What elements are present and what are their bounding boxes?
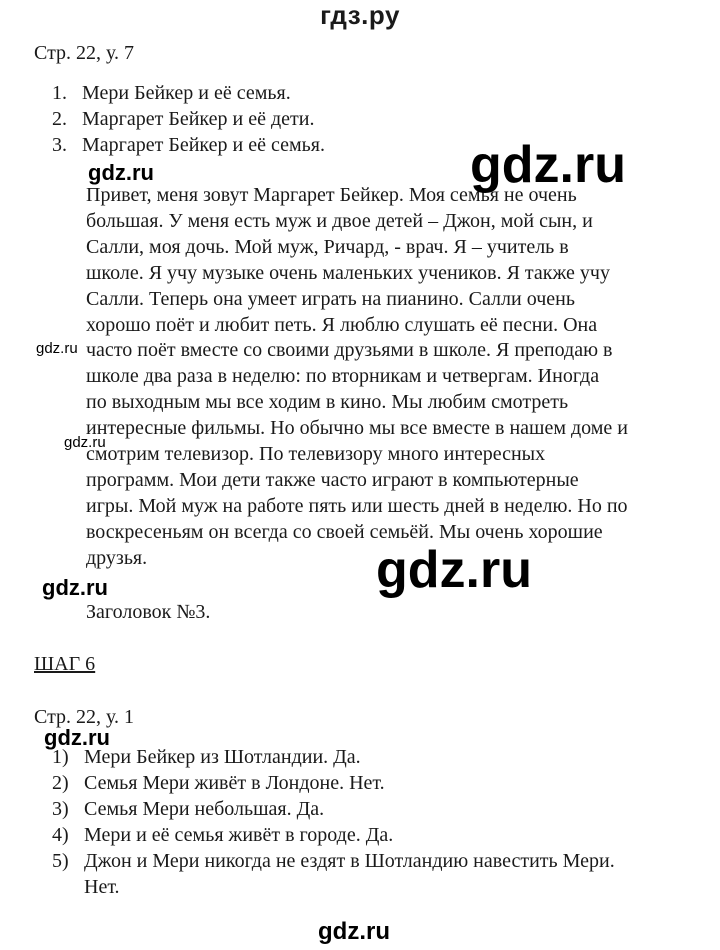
list-item-number: 2.	[52, 108, 67, 130]
paragraph-line: друзья.	[86, 546, 148, 569]
list-item	[52, 796, 615, 822]
list-item-text: Маргарет Бейкер и её семья.	[82, 134, 325, 156]
paragraph-line: смотрим телевизор. По телевизору много интересных	[86, 443, 546, 466]
watermark: gdz.ru	[64, 434, 106, 451]
list-item-number: 3)	[52, 798, 69, 820]
section2-list	[52, 744, 615, 900]
watermark: gdz.ru	[36, 340, 78, 357]
list-item-number: 2)	[52, 772, 69, 794]
list-item-number: 4)	[52, 824, 69, 846]
paragraph-line: воскресеньям он всегда со своей семьёй. Мы очень хорошие	[86, 520, 603, 543]
list-item-text: Мери Бейкер и её семья.	[82, 82, 291, 104]
paragraph-line: по выходным мы все ходим в кино. Мы любим смотреть	[86, 391, 569, 414]
watermark: gdz.ru	[470, 136, 626, 194]
section1-ref: Стр. 22, у. 7	[34, 42, 135, 64]
paragraph-line: хорошо поёт и любит петь. Я люблю слушать её песни. Она	[86, 313, 598, 336]
story-paragraph	[86, 183, 628, 572]
answer-text: Заголовок №3.	[86, 601, 211, 623]
paragraph-line: игры. Мой муж на работе пять или шесть дней в неделю. Но по	[86, 494, 628, 517]
watermark: gdz.ru	[42, 575, 108, 600]
list-item-text: Мери и её семья живёт в городе. Да.	[84, 824, 394, 846]
list-item-text: Маргарет Бейкер и её дети.	[82, 108, 315, 130]
list-item-number: 5)	[52, 850, 69, 872]
paragraph-line: школе два раза в неделю: по вторникам и четвергам. Иногда	[86, 365, 600, 388]
section1-list	[52, 80, 325, 158]
list-item-text: Мери Бейкер из Шотландии. Да.	[84, 746, 361, 768]
section2-ref: Стр. 22, у. 1	[34, 706, 135, 728]
paragraph-line: интересные фильмы. Но обычно мы все вместе в нашем доме и	[86, 417, 629, 440]
paragraph-line: программ. Мои дети также часто играют в компьютерные	[86, 468, 579, 491]
list-item-number: 3.	[52, 134, 67, 156]
step-heading: ШАГ 6	[34, 653, 96, 675]
paragraph-line: школе. Я учу музыке очень маленьких учеников. Я также учу	[86, 261, 610, 284]
paragraph-line: Привет, меня зовут Маргарет Бейкер. Моя семья не очень	[86, 184, 577, 206]
site-header: гдз.ру	[320, 0, 400, 30]
list-item	[52, 80, 325, 106]
watermark: gdz.ru	[88, 160, 154, 185]
list-item-number: 1.	[52, 82, 67, 104]
list-item	[52, 132, 325, 158]
paragraph-line: Салли, моя дочь. Мой муж, Ричард, - врач. Я – учитель в	[86, 235, 569, 258]
list-item	[52, 106, 325, 132]
list-item	[52, 744, 615, 770]
paragraph-line: часто поёт вместе со своими друзьями в школе. Я преподаю в	[86, 339, 613, 362]
list-item-number: 1)	[52, 746, 69, 768]
paragraph-line: Салли. Теперь она умеет играть на пианино. Салли очень	[86, 287, 575, 310]
list-item-text: Семья Мери живёт в Лондоне. Нет.	[84, 772, 385, 794]
watermark: gdz.ru	[376, 541, 532, 599]
watermark: gdz.ru	[44, 725, 110, 750]
watermark: gdz.ru	[318, 918, 390, 945]
list-item-continuation: Нет.	[84, 876, 120, 898]
list-item-text: Джон и Мери никогда не ездят в Шотландию навестить Мери.	[84, 850, 615, 872]
paragraph-line: большая. У меня есть муж и двое детей – Джон, мой сын, и	[86, 209, 593, 232]
list-item	[52, 822, 615, 848]
list-item-text: Семья Мери небольшая. Да.	[84, 798, 325, 820]
list-item	[52, 848, 615, 874]
list-item	[52, 770, 615, 796]
